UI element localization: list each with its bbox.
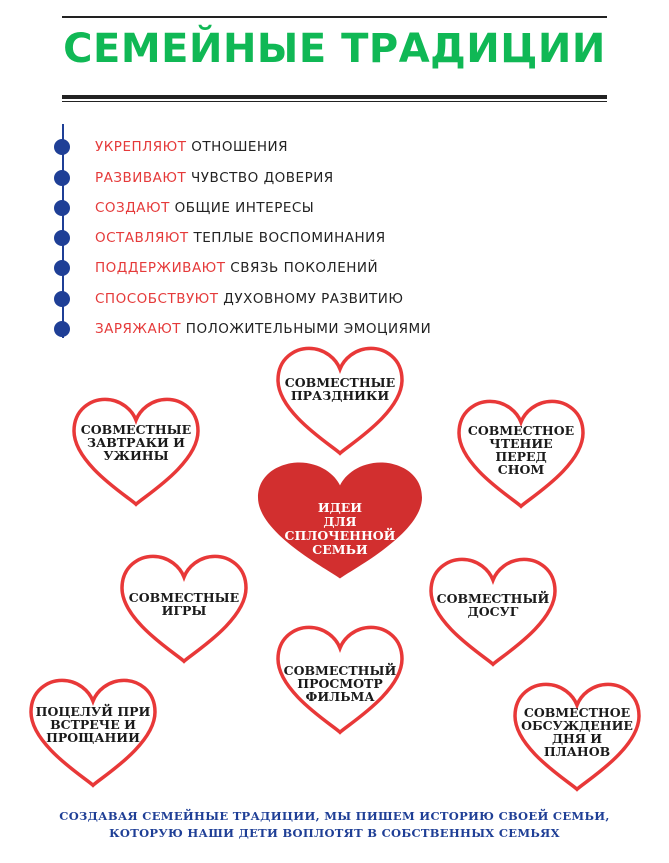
center-heart <box>258 462 422 578</box>
heart-label-line: СОВМЕСТНЫЙ <box>436 591 550 606</box>
heart-label-line: СОВМЕСТНЫЙ <box>283 663 397 678</box>
benefit-verb: РАЗВИВАЮТ <box>95 170 187 186</box>
heart-label-line: ФИЛЬМА <box>305 689 375 704</box>
benefit-rest: ОТНОШЕНИЯ <box>186 139 289 155</box>
heart-label-line: СОВМЕСТНОЕ <box>467 423 575 438</box>
heart-label-line: СПЛОЧЕННОЙ <box>284 528 396 543</box>
footer-line-1: СОЗДАВАЯ СЕМЕЙНЫЕ ТРАДИЦИИ, МЫ ПИШЕМ ИСТОРИЮ СВОЕЙ СЕМЬИ, <box>59 809 610 823</box>
benefit-verb: СОЗДАЮТ <box>95 200 170 216</box>
heart-label-line: ДОСУГ <box>467 604 519 619</box>
benefit-rest: ТЕПЛЫЕ ВОСПОМИНАНИЯ <box>188 230 386 246</box>
footer-line-2: КОТОРУЮ НАШИ ДЕТИ ВОПЛОТЯТ В СОБСТВЕННЫХ СЕМЬЯХ <box>109 826 560 840</box>
heart-label-line: ПОЦЕЛУЙ ПРИ <box>35 704 151 719</box>
heart-label-line: ИДЕИ <box>317 500 363 515</box>
idea-heart <box>515 684 639 789</box>
footer-quote <box>40 808 629 842</box>
benefit-rest: ДУХОВНОМУ РАЗВИТИЮ <box>218 291 404 307</box>
idea-heart <box>431 559 555 664</box>
heart-label-line: ЧТЕНИЕ <box>489 436 553 451</box>
benefit-rest: ЧУВСТВО ДОВЕРИЯ <box>186 170 334 186</box>
heart-label-line: ИГРЫ <box>161 603 207 618</box>
heart-label-line: ПРОЩАНИИ <box>46 730 140 745</box>
heart-label-line: УЖИНЫ <box>103 448 169 463</box>
idea-heart <box>278 627 402 732</box>
heart-label-line: СОВМЕСТНОЕ <box>523 705 631 720</box>
idea-heart <box>278 348 402 453</box>
heart-label-line: ВСТРЕЧЕ И <box>50 717 136 732</box>
heart-label-line: СНОМ <box>497 462 545 477</box>
idea-heart <box>122 556 246 661</box>
heart-label-line: ЗАВТРАКИ И <box>87 435 185 450</box>
heart-label-line: ПЛАНОВ <box>543 744 611 759</box>
benefit-verb: ОСТАВЛЯЮТ <box>95 230 189 246</box>
heart-label-line: ПРАЗДНИКИ <box>290 388 390 403</box>
heart-label-line: ПЕРЕД <box>495 449 547 464</box>
heart-label-line: ПРОСМОТР <box>297 676 383 691</box>
idea-heart <box>31 680 155 785</box>
heart-label-line: СОВМЕСТНЫЕ <box>128 590 240 605</box>
idea-heart <box>459 401 583 506</box>
benefit-verb: ПОДДЕРЖИВАЮТ <box>95 260 226 276</box>
benefit-rest: СВЯЗЬ ПОКОЛЕНИЙ <box>225 260 379 276</box>
heart-label-line: СОВМЕСТНЫЕ <box>80 422 192 437</box>
idea-heart <box>74 399 198 504</box>
heart-label-line: СОВМЕСТНЫЕ <box>284 375 396 390</box>
heart-label-line: ДЛЯ <box>323 514 357 529</box>
benefit-rest: ОБЩИЕ ИНТЕРЕСЫ <box>169 200 315 216</box>
page-title: СЕМЕЙНЫЕ ТРАДИЦИИ <box>63 26 606 72</box>
heart-label-line: ОБСУЖДЕНИЕ <box>521 718 633 733</box>
benefit-verb: УКРЕПЛЯЮТ <box>95 139 187 155</box>
benefit-verb: СПОСОБСТВУЮТ <box>95 291 219 307</box>
heart-label-line: ДНЯ И <box>551 731 603 746</box>
benefit-rest: ПОЛОЖИТЕЛЬНЫМИ ЭМОЦИЯМИ <box>181 321 432 337</box>
heart-label-line: СЕМЬИ <box>312 542 368 557</box>
benefit-verb: ЗАРЯЖАЮТ <box>95 321 182 337</box>
